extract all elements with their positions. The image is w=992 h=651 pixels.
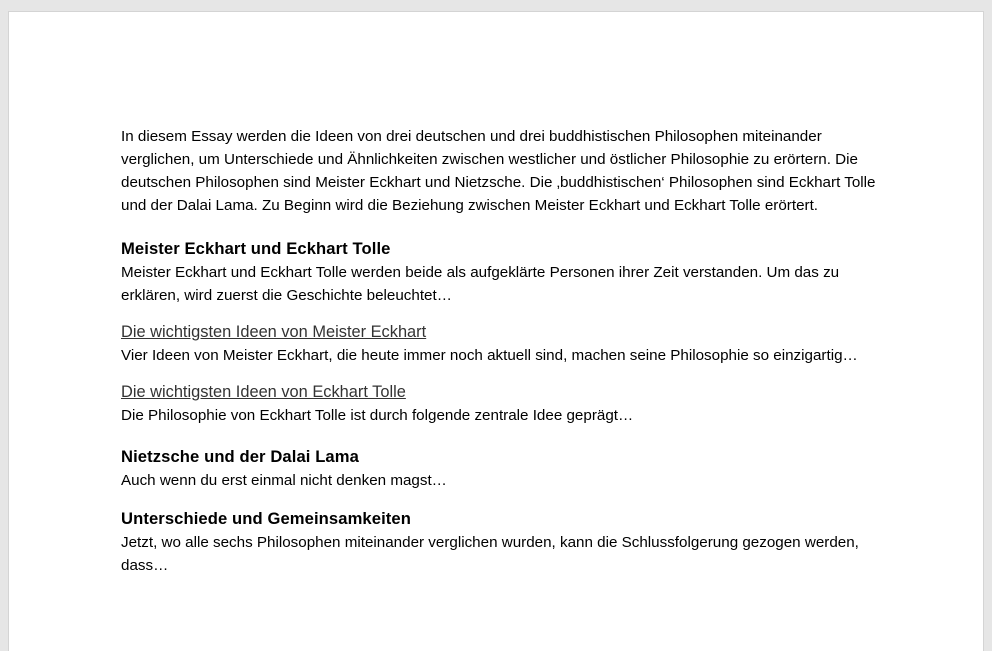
section-heading: Nietzsche und der Dalai Lama	[121, 447, 359, 466]
document-page	[8, 11, 984, 651]
section-heading: Meister Eckhart und Eckhart Tolle	[121, 239, 391, 258]
section-meister-eckhart-und-eckhart-tolle	[121, 237, 881, 307]
subsection-heading: Die wichtigsten Ideen von Meister Eckhart	[121, 323, 427, 341]
intro-paragraph: In diesem Essay werden die Ideen von drei deutschen und drei buddhistischen Philosophen miteinander verglichen, um Unterschiede und Ähnlichkeiten zwischen westlicher und östlicher Philosophie zu erörtern. Die deutschen Philosophen sind Meister Eckhart und Nietzsche. Die ‚buddhistischen‘ Philosophen sind Eckhart Tolle und der Dalai Lama. Zu Beginn wird die Beziehung zwischen Meister Eckhart und Eckhart Tolle erörtert.	[121, 128, 876, 214]
section-heading: Unterschiede und Gemeinsamkeiten	[121, 509, 411, 528]
section-unterschiede-gemeinsamkeiten	[121, 507, 881, 577]
subsection-heading: Die wichtigsten Ideen von Eckhart Tolle	[121, 383, 406, 401]
section-ideen-eckhart-tolle	[121, 380, 881, 427]
section-body: Die Philosophie von Eckhart Tolle ist durch folgende zentrale Idee geprägt…	[121, 407, 634, 424]
document-body[interactable]	[121, 125, 881, 590]
section-body: Vier Ideen von Meister Eckhart, die heute immer noch aktuell sind, machen seine Philosophie so einzigartig…	[121, 347, 858, 364]
section-body: Auch wenn du erst einmal nicht denken magst…	[121, 472, 447, 489]
section-body: Meister Eckhart und Eckhart Tolle werden beide als aufgeklärte Personen ihrer Zeit verstanden. Um das zu erklären, wird zuerst die Geschichte beleuchtet…	[121, 264, 840, 304]
section-ideen-meister-eckhart	[121, 320, 881, 367]
section-nietzsche-dalai-lama	[121, 445, 881, 492]
section-body: Jetzt, wo alle sechs Philosophen miteinander verglichen wurden, kann die Schlussfolgerung gezogen werden, dass…	[121, 534, 859, 574]
